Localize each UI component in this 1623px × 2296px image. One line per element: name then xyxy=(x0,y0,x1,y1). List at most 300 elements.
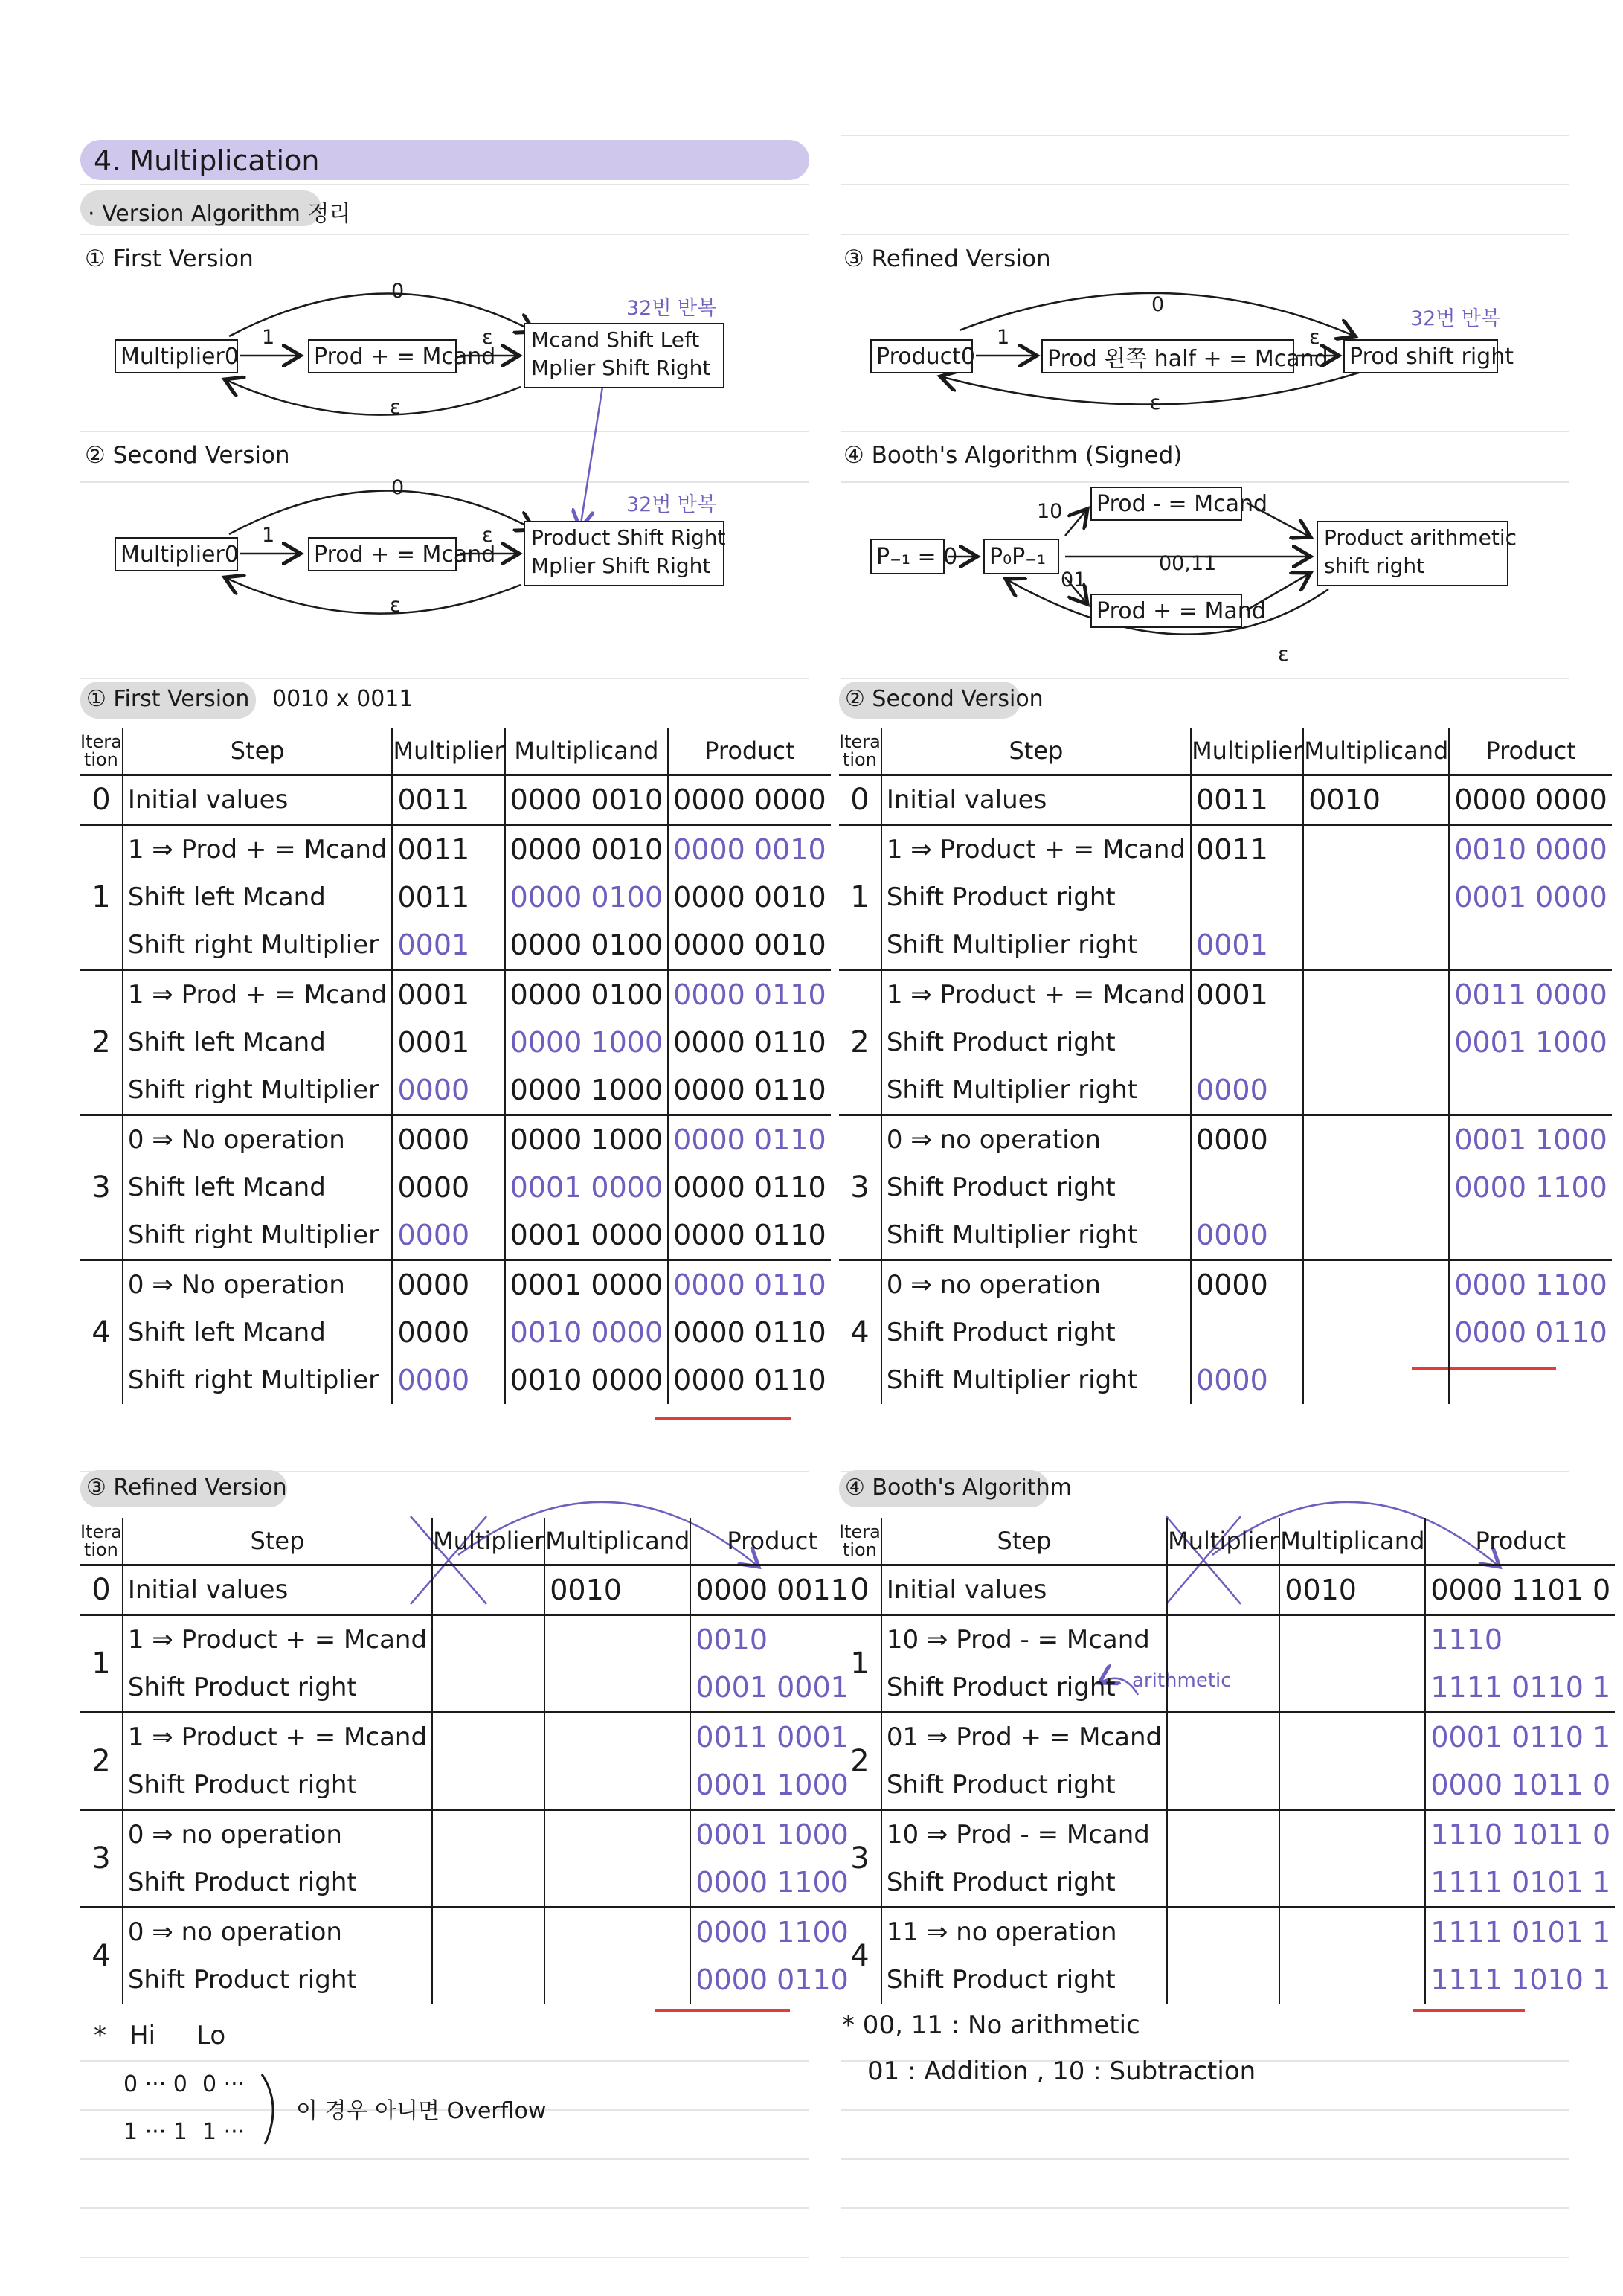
product-cell: 0000 0010 xyxy=(673,881,826,914)
product-cell xyxy=(1449,1066,1612,1115)
table-header-label: Step xyxy=(230,737,285,765)
table-row xyxy=(80,873,831,921)
table1-pill-label: ① First Version xyxy=(86,686,250,712)
notes-lo: Lo xyxy=(196,2021,226,2050)
table3-pill-label: ③ Refined Version xyxy=(86,1475,287,1501)
booth-note-2: 01 : Addition , 10 : Subtraction xyxy=(867,2056,1256,2086)
table-row xyxy=(839,1859,1615,1908)
step-cell: Shift Product right xyxy=(881,1164,1191,1211)
step-cell: 1 ⇒ Prod + = Mcand xyxy=(123,970,393,1019)
table-header-cell xyxy=(392,728,504,775)
multiplicand-cell: 0000 0010 xyxy=(505,775,669,825)
table-header-cell xyxy=(123,1518,432,1565)
multiplicand-cell xyxy=(1303,1066,1449,1115)
multiplier-cell xyxy=(432,1565,544,1615)
product-cell: 0001 0001 xyxy=(695,1671,849,1704)
table-row xyxy=(80,1615,853,1664)
multiplier-cell: 0011 xyxy=(392,825,504,874)
product-cell: 1111 0101 1 xyxy=(1430,1866,1611,1899)
table-header-label: Step xyxy=(1009,737,1064,765)
iteration-cell: 0 xyxy=(80,775,123,825)
multiplicand-cell: 0000 0010 xyxy=(505,825,669,874)
step-cell: Shift left Mcand xyxy=(123,873,393,921)
table-header-label: Product xyxy=(727,1527,817,1555)
iteration-cell: 4 xyxy=(839,1908,881,2004)
table-header-label: Multiplier xyxy=(393,737,504,765)
multiplier-cell xyxy=(432,1761,544,1810)
step-cell: 1 ⇒ Product + = Mcand xyxy=(881,825,1191,874)
notes-star: * xyxy=(94,2021,106,2050)
product-cell: 0001 0110 1 xyxy=(1425,1713,1615,1762)
step-cell: Shift left Mcand xyxy=(123,1164,393,1211)
multiplier-cell: 0000 xyxy=(1191,1260,1303,1309)
multiplier-cell: 0000 xyxy=(392,1066,504,1115)
step-cell: 1 ⇒ Product + = Mcand xyxy=(881,970,1191,1019)
multiplier-cell xyxy=(432,1664,544,1713)
product-cell: 0000 0110 xyxy=(695,1963,849,1996)
product-cell: 0001 1000 xyxy=(1449,1115,1612,1164)
second-shift-line1: Product Shift Right xyxy=(531,525,726,550)
product-cell: 0001 1000 xyxy=(695,1769,849,1801)
product-cell: 0000 0110 xyxy=(668,1260,831,1309)
product-cell: 1110 1011 0 xyxy=(1425,1810,1615,1859)
table-header-label: Itera tion xyxy=(80,1521,122,1560)
table-header-row xyxy=(80,728,831,775)
table-row xyxy=(80,1066,831,1115)
second-prod-node: Prod + = Mcand xyxy=(308,537,457,571)
multiplicand-cell xyxy=(1303,1309,1449,1356)
multiplicand-cell: 0010 xyxy=(1279,1565,1425,1615)
step-cell: Shift Multiplier right xyxy=(881,1356,1191,1404)
first-prod-node: Prod + = Mcand xyxy=(308,339,457,373)
table-row xyxy=(839,1956,1615,2004)
product-cell: 0011 0001 xyxy=(690,1713,853,1762)
multiplicand-cell xyxy=(544,1908,690,1957)
step-cell: 10 ⇒ Prod - = Mcand xyxy=(881,1810,1167,1859)
table-row xyxy=(80,1713,853,1762)
table-row xyxy=(839,1260,1612,1309)
multiplier-cell: 0001 xyxy=(392,921,504,970)
booth-note-1: * 00, 11 : No arithmetic xyxy=(842,2010,1140,2040)
multiplier-cell: 0000 xyxy=(392,1164,504,1211)
table-header-cell xyxy=(123,728,393,775)
multiplicand-cell xyxy=(1279,1956,1425,2004)
step-cell: 11 ⇒ no operation xyxy=(881,1908,1167,1957)
table-header-cell xyxy=(1167,1518,1279,1565)
table-header-cell xyxy=(668,728,831,775)
table-row xyxy=(80,825,831,874)
table-row xyxy=(80,921,831,970)
booth-arith-note: arithmetic xyxy=(1132,1670,1232,1692)
step-cell: Shift Product right xyxy=(881,1309,1191,1356)
table-header-cell xyxy=(80,1518,123,1565)
notes-row1b: 0 ··· xyxy=(202,2071,245,2097)
table-row xyxy=(839,775,1612,825)
step-cell: 10 ⇒ Prod - = Mcand xyxy=(881,1615,1167,1664)
multiplicand-cell xyxy=(1303,1211,1449,1260)
refined-label-eps: ε xyxy=(1309,326,1320,349)
multiplicand-cell xyxy=(544,1615,690,1664)
table-row xyxy=(80,1356,831,1404)
table-header-label: Product xyxy=(1485,737,1576,765)
product-cell: 0000 1100 xyxy=(690,1908,853,1957)
table-header-cell xyxy=(1279,1518,1425,1565)
step-cell: 1 ⇒ Prod + = Mcand xyxy=(123,825,393,874)
product-cell: 0000 0010 xyxy=(673,929,826,961)
table-row xyxy=(839,1761,1615,1810)
second-label-zero: 0 xyxy=(391,476,405,499)
page-title: 4. Multiplication xyxy=(94,144,320,177)
booth-add-node: Prod + = Mand xyxy=(1090,594,1242,628)
notes-row2a: 1 ··· 1 xyxy=(123,2119,187,2145)
product-cell: 0000 0010 xyxy=(668,825,831,874)
step-cell: Shift Product right xyxy=(881,1761,1167,1810)
multiplier-cell xyxy=(1167,1615,1279,1664)
table-header-cell xyxy=(505,728,669,775)
table-row xyxy=(80,1761,853,1810)
table-header-label: Itera tion xyxy=(839,731,881,770)
booth-label-0011: 00,11 xyxy=(1159,552,1217,575)
table-row xyxy=(80,1211,831,1260)
step-cell: 1 ⇒ Product + = Mcand xyxy=(123,1615,432,1664)
iteration-cell: 2 xyxy=(80,1713,123,1810)
product-cell xyxy=(1449,1356,1612,1404)
first-repeat-note: 32번 반복 xyxy=(626,297,717,320)
multiplier-cell xyxy=(432,1859,544,1908)
table-row xyxy=(80,1664,853,1713)
step-cell: Initial values xyxy=(123,1565,432,1615)
notes-overflow: 이 경우 아니면 Overflow xyxy=(296,2098,547,2124)
multiplicand-cell: 0010 0000 xyxy=(505,1309,669,1356)
table-header-cell xyxy=(839,728,881,775)
step-cell: 0 ⇒ no operation xyxy=(881,1260,1191,1309)
step-cell: Shift right Multiplier xyxy=(123,1211,393,1260)
refined-label-one: 1 xyxy=(997,326,1010,349)
table-header-row xyxy=(839,728,1612,775)
multiplicand-cell: 0010 0000 xyxy=(505,1356,669,1404)
table-row xyxy=(839,1713,1615,1762)
second-version-heading: ② Second Version xyxy=(85,442,290,469)
product-cell: 0001 1000 xyxy=(690,1810,853,1859)
step-cell: Shift Multiplier right xyxy=(881,1211,1191,1260)
product-cell xyxy=(1449,1211,1612,1260)
multiplicand-cell: 0000 0100 xyxy=(505,970,669,1019)
booth-label-10: 10 xyxy=(1037,500,1063,523)
product-cell: 0000 0110 xyxy=(1454,1316,1607,1349)
product-cell: 0000 0110 xyxy=(673,1364,826,1396)
table-row xyxy=(839,1066,1612,1115)
step-cell: Initial values xyxy=(881,1565,1167,1615)
multiplicand-cell: 0000 0100 xyxy=(505,921,669,970)
product-cell: 0000 1100 xyxy=(695,1866,849,1899)
booth-table xyxy=(839,1518,1615,2004)
version-pill-label: · Version Algorithm 정리 xyxy=(88,201,351,227)
table-row xyxy=(80,1810,853,1859)
product-cell: 1111 0110 1 xyxy=(1430,1671,1611,1704)
table-row xyxy=(839,1615,1615,1664)
step-cell: Shift Product right xyxy=(881,1859,1167,1908)
multiplier-cell xyxy=(1191,1164,1303,1211)
multiplier-cell xyxy=(1167,1908,1279,1957)
product-cell: 0000 1100 xyxy=(1449,1260,1612,1309)
multiplicand-cell xyxy=(1303,825,1449,874)
first-shift-line2: Mplier Shift Right xyxy=(531,356,711,380)
first-label-eps2: ε xyxy=(390,396,401,419)
iteration-cell: 1 xyxy=(839,1615,881,1713)
booth-heading: ④ Booth's Algorithm (Signed) xyxy=(843,442,1183,469)
refined-shift-node: Prod shift right xyxy=(1343,339,1498,373)
multiplicand-cell: 0010 xyxy=(1303,775,1449,825)
multiplicand-cell xyxy=(1303,1356,1449,1404)
multiplicand-cell: 0000 1000 xyxy=(505,1115,669,1164)
table-row xyxy=(839,1565,1615,1615)
multiplicand-cell xyxy=(1303,970,1449,1019)
multiplicand-cell xyxy=(1279,1810,1425,1859)
step-cell: Shift Product right xyxy=(881,1019,1191,1066)
multiplier-cell: 0001 xyxy=(1191,970,1303,1019)
multiplier-cell: 0000 xyxy=(1191,1066,1303,1115)
table-row xyxy=(80,775,831,825)
iteration-cell: 0 xyxy=(839,775,881,825)
second-shift-node xyxy=(524,521,724,586)
table-header-row xyxy=(839,1518,1615,1565)
multiplier-cell: 0011 xyxy=(1191,775,1303,825)
multiplier-cell: 0001 xyxy=(392,970,504,1019)
booth-shift-node xyxy=(1317,521,1517,586)
iteration-cell: 2 xyxy=(839,1713,881,1810)
table-row xyxy=(839,1115,1612,1164)
multiplier-cell: 0001 xyxy=(392,1019,504,1066)
product-cell: 0010 0000 xyxy=(1449,825,1612,874)
step-cell: Shift Product right xyxy=(881,1664,1167,1713)
multiplier-cell xyxy=(1167,1664,1279,1713)
step-cell: Initial values xyxy=(123,775,393,825)
booth-label-01: 01 xyxy=(1061,568,1087,591)
product-cell: 0000 0110 xyxy=(668,970,831,1019)
step-cell: Shift right Multiplier xyxy=(123,1066,393,1115)
table-header-label: Multiplicand xyxy=(514,737,659,765)
multiplier-cell: 0001 xyxy=(1191,921,1303,970)
product-cell: 0001 0000 xyxy=(1454,881,1607,914)
table-row xyxy=(839,1908,1615,1957)
table-row xyxy=(80,1019,831,1066)
first-label-eps: ε xyxy=(482,326,493,349)
multiplicand-cell xyxy=(1279,1615,1425,1664)
multiplicand-cell xyxy=(1279,1761,1425,1810)
table-header-label: Multiplier xyxy=(1192,737,1303,765)
second-label-one: 1 xyxy=(262,524,275,547)
multiplier-cell: 0000 xyxy=(392,1356,504,1404)
multiplier-cell xyxy=(432,1615,544,1664)
second-shift-line2: Mplier Shift Right xyxy=(531,554,711,578)
product-cell: 0000 0000 xyxy=(668,775,831,825)
multiplicand-cell xyxy=(1279,1859,1425,1908)
multiplicand-cell xyxy=(1303,1115,1449,1164)
table-row xyxy=(839,921,1612,970)
table-header-row xyxy=(80,1518,853,1565)
second-label-eps2: ε xyxy=(390,594,401,617)
refined-label-zero: 0 xyxy=(1151,293,1165,316)
second-multiplier-node: Multiplier0 xyxy=(115,537,238,571)
second-label-eps: ε xyxy=(482,524,493,547)
table-row xyxy=(839,873,1612,921)
step-cell: Shift right Multiplier xyxy=(123,921,393,970)
table-header-label: Itera tion xyxy=(839,1521,881,1560)
step-cell: 0 ⇒ No operation xyxy=(123,1115,393,1164)
multiplicand-cell: 0000 1000 xyxy=(505,1019,669,1066)
refined-version-table xyxy=(80,1518,853,2004)
multiplier-cell: 0011 xyxy=(392,775,504,825)
iteration-cell: 3 xyxy=(80,1810,123,1908)
multiplicand-cell xyxy=(544,1810,690,1859)
iteration-cell: 1 xyxy=(839,825,881,970)
first-version-table xyxy=(80,728,831,1404)
multiplier-cell: 0000 xyxy=(392,1260,504,1309)
table-header-label: Step xyxy=(250,1527,305,1555)
step-cell: Shift right Multiplier xyxy=(123,1356,393,1404)
iteration-cell: 1 xyxy=(80,825,123,970)
table-header-cell xyxy=(881,1518,1167,1565)
multiplier-cell xyxy=(1191,1019,1303,1066)
multiplicand-cell xyxy=(1303,921,1449,970)
multiplicand-cell xyxy=(1303,873,1449,921)
multiplicand-cell: 0000 0100 xyxy=(505,873,669,921)
table-row xyxy=(839,1356,1612,1404)
iteration-cell: 1 xyxy=(80,1615,123,1713)
table-header-cell xyxy=(1425,1518,1615,1565)
table-header-label: Multiplier xyxy=(1168,1527,1279,1555)
refined-version-heading: ③ Refined Version xyxy=(843,246,1051,272)
iteration-cell: 3 xyxy=(839,1115,881,1260)
table-header-label: Multiplicand xyxy=(545,1527,690,1555)
table-header-cell xyxy=(839,1518,881,1565)
iteration-cell: 4 xyxy=(80,1260,123,1405)
multiplicand-cell xyxy=(544,1859,690,1908)
product-cell: 0000 0110 xyxy=(668,1115,831,1164)
multiplicand-cell xyxy=(544,1713,690,1762)
iteration-cell: 3 xyxy=(839,1810,881,1908)
first-shift-node xyxy=(524,323,724,388)
first-label-zero: 0 xyxy=(391,280,405,303)
iteration-cell: 0 xyxy=(80,1565,123,1615)
multiplier-cell xyxy=(432,1956,544,2004)
table-header-label: Itera tion xyxy=(80,731,122,770)
multiplicand-cell xyxy=(1303,1019,1449,1066)
multiplicand-cell xyxy=(1303,1260,1449,1309)
step-cell: 0 ⇒ no operation xyxy=(123,1810,432,1859)
table-row xyxy=(839,1810,1615,1859)
product-cell: 0011 0000 xyxy=(1449,970,1612,1019)
table2-pill-label: ② Second Version xyxy=(845,686,1044,712)
multiplier-cell xyxy=(1167,1761,1279,1810)
table-row xyxy=(839,1019,1612,1066)
multiplier-cell: 0011 xyxy=(392,873,504,921)
table-header-cell xyxy=(544,1518,690,1565)
product-cell: 0000 0110 xyxy=(673,1026,826,1059)
refined-repeat-note: 32번 반복 xyxy=(1410,307,1501,330)
booth-label-eps: ε xyxy=(1278,643,1289,666)
multiplicand-cell xyxy=(1279,1713,1425,1762)
table-row xyxy=(80,1956,853,2004)
step-cell: Shift left Mcand xyxy=(123,1309,393,1356)
step-cell: 0 ⇒ No operation xyxy=(123,1260,393,1309)
table-header-label: Multiplicand xyxy=(1304,737,1449,765)
table-row xyxy=(839,970,1612,1019)
step-cell: Shift Product right xyxy=(123,1859,432,1908)
product-cell: 0000 1100 xyxy=(1454,1171,1607,1204)
table-row xyxy=(80,1115,831,1164)
notes-row2b: 1 ··· xyxy=(202,2119,245,2145)
table-header-label: Multiplier xyxy=(433,1527,544,1555)
second-repeat-note: 32번 반복 xyxy=(626,493,717,516)
multiplier-cell xyxy=(1167,1713,1279,1762)
step-cell: Shift Product right xyxy=(881,873,1191,921)
product-cell: 1110 xyxy=(1425,1615,1615,1664)
multiplicand-cell: 0001 0000 xyxy=(505,1260,669,1309)
iteration-cell: 4 xyxy=(839,1260,881,1405)
multiplier-cell xyxy=(432,1713,544,1762)
multiplicand-cell: 0001 0000 xyxy=(505,1211,669,1260)
booth-shift-line1: Product arithmetic xyxy=(1324,525,1517,550)
multiplier-cell: 0000 xyxy=(1191,1356,1303,1404)
table-header-label: Step xyxy=(997,1527,1052,1555)
table-row xyxy=(839,825,1612,874)
product-cell: 0000 0110 xyxy=(673,1219,826,1251)
iteration-cell: 2 xyxy=(839,970,881,1115)
multiplier-cell xyxy=(1167,1565,1279,1615)
product-cell: 0000 0110 xyxy=(673,1316,826,1349)
first-version-heading: ① First Version xyxy=(85,246,254,272)
step-cell: 0 ⇒ no operation xyxy=(123,1908,432,1957)
step-cell: Shift Product right xyxy=(123,1956,432,2004)
multiplicand-cell: 0010 xyxy=(544,1565,690,1615)
multiplicand-cell xyxy=(1303,1164,1449,1211)
step-cell: Shift Multiplier right xyxy=(881,921,1191,970)
product-cell: 0000 1011 0 xyxy=(1430,1769,1611,1801)
refined-label-eps2: ε xyxy=(1150,391,1161,414)
step-cell: Shift Multiplier right xyxy=(881,1066,1191,1115)
multiplicand-cell xyxy=(544,1761,690,1810)
multiplier-cell xyxy=(1167,1810,1279,1859)
step-cell: Shift Product right xyxy=(881,1956,1167,2004)
table-row xyxy=(839,1664,1615,1713)
booth-p-node: P₋₁ = 0 xyxy=(870,539,945,574)
table-row xyxy=(80,970,831,1019)
multiplier-cell: 0000 xyxy=(392,1211,504,1260)
table-header-label: Multiplicand xyxy=(1280,1527,1425,1555)
iteration-cell: 4 xyxy=(80,1908,123,2004)
multiplier-cell xyxy=(432,1908,544,1957)
table-header-cell xyxy=(1191,728,1303,775)
table-row xyxy=(80,1164,831,1211)
product-cell: 0000 0000 xyxy=(1449,775,1612,825)
table-header-label: Product xyxy=(704,737,795,765)
table-header-label: Product xyxy=(1475,1527,1566,1555)
table-row xyxy=(839,1309,1612,1356)
step-cell: 1 ⇒ Product + = Mcand xyxy=(123,1713,432,1762)
step-cell: Initial values xyxy=(881,775,1191,825)
refined-product-node: Product0 xyxy=(870,339,973,373)
multiplier-cell: 0011 xyxy=(1191,825,1303,874)
product-cell: 0000 1101 0 xyxy=(1425,1565,1615,1615)
table-header-cell xyxy=(80,728,123,775)
multiplicand-cell xyxy=(544,1956,690,2004)
multiplier-cell: 0000 xyxy=(392,1115,504,1164)
multiplier-cell xyxy=(1191,1309,1303,1356)
product-cell: 0001 1000 xyxy=(1454,1026,1607,1059)
first-label-one: 1 xyxy=(262,326,275,349)
table-row xyxy=(839,1211,1612,1260)
